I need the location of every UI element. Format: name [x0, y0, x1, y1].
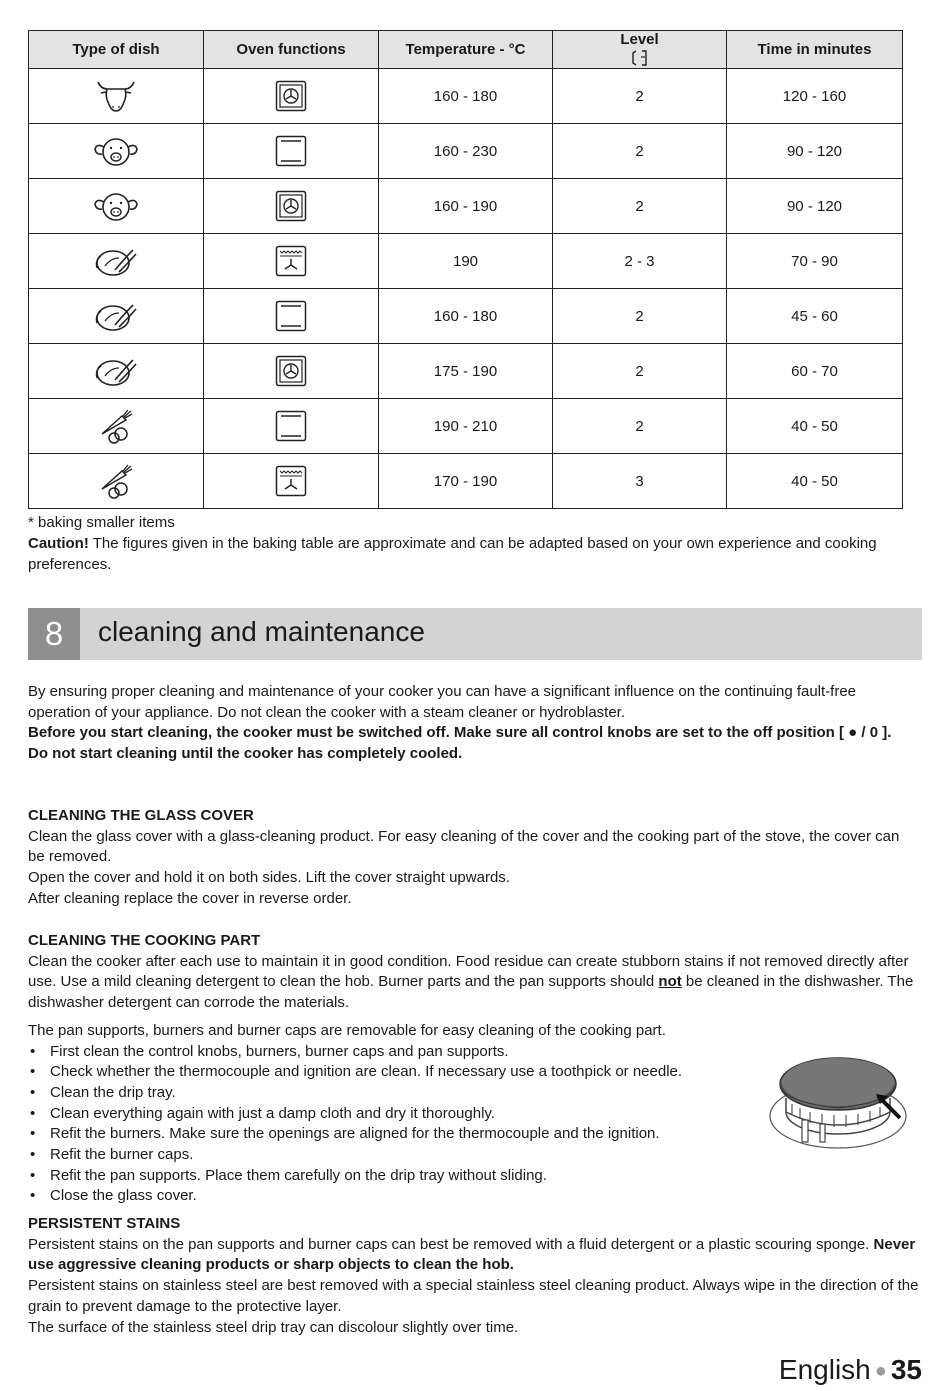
list-item: • First clean the control knobs, burners, burner caps and pan supports. — [28, 1042, 920, 1063]
fan-oven-icon — [204, 355, 378, 387]
table-row — [29, 454, 903, 509]
time-cell: 60 - 70 — [727, 344, 903, 399]
dish-cell — [29, 69, 204, 124]
beef-icon — [29, 78, 203, 114]
pork-icon — [29, 133, 203, 169]
header-level — [553, 31, 727, 69]
vegetables-icon — [29, 463, 203, 499]
temperature-cell: 160 - 180 — [379, 69, 553, 124]
list-item: • Refit the burner caps. — [28, 1145, 920, 1166]
header-level-label: Level — [620, 31, 659, 48]
glass-cover-section — [28, 806, 920, 910]
oven-function-cell — [204, 234, 379, 289]
time-cell: 45 - 60 — [727, 289, 903, 344]
table-row — [29, 124, 903, 179]
dish-cell — [29, 179, 204, 234]
table-row — [29, 399, 903, 454]
glass-cover-line: After cleaning replace the cover in reverse order. — [28, 889, 352, 907]
poultry-icon — [29, 299, 203, 333]
cool-down-warning: Do not start cleaning until the cooker has completely cooled. — [28, 745, 463, 763]
fan-grill-icon — [204, 245, 378, 277]
table-row — [29, 179, 903, 234]
time-cell: 70 - 90 — [727, 234, 903, 289]
stainless-steel-text: Persistent stains on stainless steel are best removed with a special stainless steel cleaning product. Always wipe in the direction of the grain to prevent damage to the protective layer. — [28, 1277, 919, 1315]
table-row — [29, 69, 903, 124]
section-header — [28, 608, 922, 660]
pork-icon — [29, 188, 203, 224]
cooking-part-paragraph — [28, 952, 920, 1014]
conventional-oven-icon — [204, 410, 378, 442]
temperature-cell: 190 — [379, 234, 553, 289]
section-number: 8 — [28, 608, 80, 660]
drip-tray-text: The surface of the stainless steel drip tray can discolour slightly over time. — [28, 1318, 519, 1336]
list-item: • Refit the pan supports. Place them carefully on the drip tray without sliding. — [28, 1166, 920, 1187]
conventional-oven-icon — [204, 300, 378, 332]
dish-cell — [29, 234, 204, 289]
level-cell: 2 — [553, 289, 727, 344]
temperature-cell: 175 - 190 — [379, 344, 553, 399]
cooking-part-text-end: be cleaned in the dishwasher. The dishwasher detergent can corrode the materials. — [28, 973, 914, 1012]
time-cell: 40 - 50 — [727, 454, 903, 509]
persistent-stains-section — [28, 1214, 920, 1338]
footnote: * baking smaller items — [28, 514, 175, 531]
glass-cover-line: Clean the glass cover with a glass-cleaning product. For easy cleaning of the cover and the cooking part of the stove, the cover can be removed. — [28, 827, 900, 866]
dish-cell — [29, 344, 204, 399]
caution-label: Caution! — [28, 535, 89, 552]
caution-note — [28, 534, 908, 575]
fan-oven-icon — [204, 190, 378, 222]
page-footer — [779, 1354, 922, 1386]
oven-function-cell — [204, 124, 379, 179]
glass-cover-heading: CLEANING THE GLASS COVER — [28, 807, 254, 824]
glass-cover-line: Open the cover and hold it on both sides. Lift the cover straight upwards. — [28, 869, 510, 887]
oven-function-cell — [204, 179, 379, 234]
poultry-icon — [29, 354, 203, 388]
temperature-cell: 160 - 190 — [379, 179, 553, 234]
header-time: Time in minutes — [727, 31, 903, 69]
temperature-cell: 170 - 190 — [379, 454, 553, 509]
switch-off-warning: Before you start cleaning, the cooker must be switched off. Make sure all control knobs are set to the off position [ ● / 0 ]. — [28, 724, 892, 742]
caution-text: The figures given in the baking table are approximate and can be adapted based on your own experience and cooking preferences. — [28, 535, 877, 573]
oven-function-cell — [204, 344, 379, 399]
fan-grill-icon — [204, 465, 378, 497]
dish-cell — [29, 289, 204, 344]
separator-dot-icon: ● — [874, 1360, 887, 1383]
intro-paragraph: By ensuring proper cleaning and maintenance of your cooker you can have a significant influence on the continuing fault-free operation of your appliance. Do not clean the cooker with a steam cleaner or hydroblaster. — [28, 683, 857, 721]
table-header-row — [29, 31, 903, 69]
burner-illustration — [768, 1046, 910, 1156]
list-item: • Clean everything again with just a damp cloth and dry it thoroughly. — [28, 1104, 920, 1125]
table-row — [29, 289, 903, 344]
dish-cell — [29, 454, 204, 509]
cooking-part-text: Clean the cooker after each use to maintain it in good condition. Food residue can create stubborn stains if not removed directly after use. Use a mild cleaning detergent to clean the hob. Burner parts and the pan supports should — [28, 952, 909, 991]
table-row — [29, 234, 903, 289]
header-dish: Type of dish — [29, 31, 204, 69]
footer-language: English — [778, 1354, 871, 1385]
oven-function-cell — [204, 399, 379, 454]
level-cell: 2 — [553, 124, 727, 179]
fan-oven-icon — [204, 80, 378, 112]
removable-parts-text: The pan supports, burners and burner caps are removable for easy cleaning of the cooking part. — [28, 1021, 666, 1039]
page-number: 35 — [890, 1354, 922, 1385]
stains-text: Persistent stains on the pan supports and burner caps can best be removed with a fluid detergent or a plastic scouring sponge. — [28, 1235, 874, 1253]
dish-cell — [29, 124, 204, 179]
list-item: • Check whether the thermocouple and ignition are clean. If necessary use a toothpick or needle. — [28, 1062, 920, 1083]
level-cell: 2 — [553, 399, 727, 454]
cooking-part-heading: CLEANING THE COOKING PART — [28, 932, 261, 949]
stains-paragraph — [28, 1235, 920, 1276]
poultry-icon — [29, 244, 203, 278]
temperature-cell: 160 - 230 — [379, 124, 553, 179]
header-oven-functions: Oven functions — [204, 31, 379, 69]
time-cell: 90 - 120 — [727, 179, 903, 234]
header-temperature: Temperature - °C — [379, 31, 553, 69]
conventional-oven-icon — [204, 135, 378, 167]
level-cell: 3 — [553, 454, 727, 509]
time-cell: 120 - 160 — [727, 69, 903, 124]
shelf-level-icon — [632, 48, 648, 68]
level-cell: 2 — [553, 69, 727, 124]
temperature-cell: 160 - 180 — [379, 289, 553, 344]
stains-heading: PERSISTENT STAINS — [28, 1215, 181, 1232]
time-cell: 90 - 120 — [727, 124, 903, 179]
not-emphasis: not — [658, 973, 682, 991]
oven-function-cell — [204, 289, 379, 344]
section-title: cleaning and maintenance — [98, 616, 425, 647]
level-cell: 2 - 3 — [553, 234, 727, 289]
dish-cell — [29, 399, 204, 454]
vegetables-icon — [29, 408, 203, 444]
level-cell: 2 — [553, 179, 727, 234]
oven-function-cell — [204, 69, 379, 124]
time-cell: 40 - 50 — [727, 399, 903, 454]
level-cell: 2 — [553, 344, 727, 399]
list-item: • Close the glass cover. — [28, 1186, 920, 1207]
temperature-cell: 190 - 210 — [379, 399, 553, 454]
list-item: • Refit the burners. Make sure the openings are aligned for the thermocouple and the ignition. — [28, 1124, 920, 1145]
table-row — [29, 344, 903, 399]
baking-table — [28, 30, 903, 509]
list-item: • Clean the drip tray. — [28, 1083, 920, 1104]
oven-function-cell — [204, 454, 379, 509]
stains-warning: Never use aggressive cleaning products or sharp objects to clean the hob. — [28, 1235, 916, 1274]
intro-text — [28, 682, 920, 765]
